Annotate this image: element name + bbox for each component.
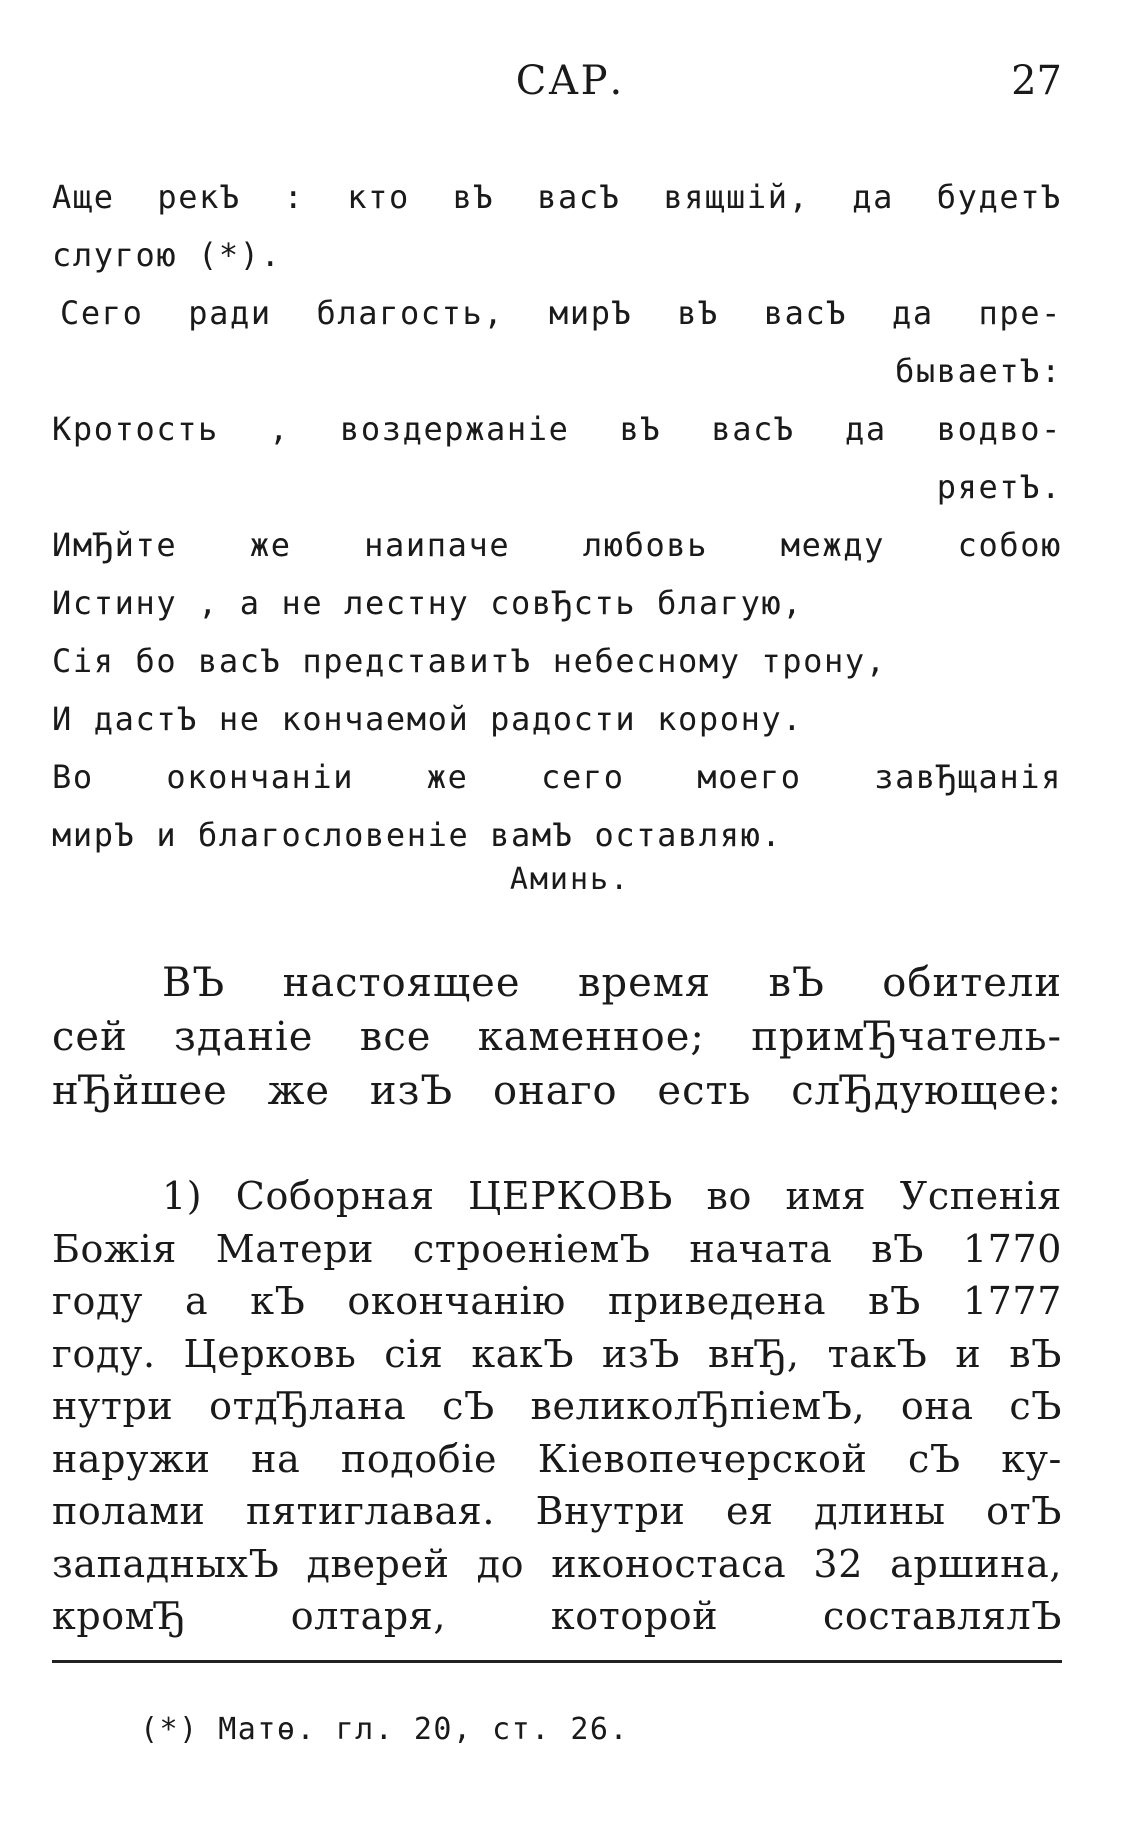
paragraph-line: нЂйшее же изЪ онаго есть слЂдующее: xyxy=(52,1068,1062,1114)
paragraph-line: кромЂ олтаря, которой составлялЪ xyxy=(52,1594,1062,1638)
footnote: (*) Матѳ. гл. 20, ст. 26. xyxy=(140,1712,630,1747)
paragraph-line: году а кЪ окончанію приведена вЪ 1777 xyxy=(52,1279,1062,1323)
paragraph-line: 1) Соборная ЦЕРКОВЬ во имя Успенія xyxy=(162,1174,1062,1218)
footnote-rule xyxy=(52,1660,1062,1663)
verse-line: Сего ради благость, мирЪ вЪ васЪ да пре- xyxy=(60,294,1062,332)
verse-line: слугою (*). xyxy=(52,236,282,274)
paragraph-line: западныхЪ дверей до иконостаса 32 аршина, xyxy=(52,1541,1062,1586)
paragraph-line: нутри отдЂлана сЪ великолЂпіемЪ, она сЪ xyxy=(52,1384,1062,1428)
verse-line: Кротость , воздержаніе вЪ васЪ да водво- xyxy=(52,410,1062,448)
amen-line: Аминь. xyxy=(509,862,631,897)
verse-line: Аще рекЪ : кто вЪ васЪ вящшій, да будетЪ xyxy=(52,178,1062,216)
verse-block xyxy=(52,168,1062,864)
verse-line: Во окончаніи же сего моего завЂщанія xyxy=(52,758,1062,796)
page-number: 27 xyxy=(1011,58,1062,104)
paragraph-line: Божія Матери строеніемЪ начата вЪ 1770 xyxy=(52,1226,1062,1271)
paragraph-line: ВЪ настоящее время вЪ обители xyxy=(162,960,1062,1006)
verse-line-continuation: ряетЪ. xyxy=(936,468,1062,506)
paragraph-buildings-intro xyxy=(52,956,1062,1118)
verse-line: мирЪ и благословеніе вамЪ оставляю. xyxy=(52,816,783,854)
paragraph-cathedral xyxy=(52,1170,1062,1643)
verse-line: И дастЪ не кончаемой радости корону. xyxy=(52,700,804,738)
paragraph-line: наружи на подобіе Кіевопечерской сЪ ку- xyxy=(52,1436,1062,1481)
verse-line-continuation: бываетЪ: xyxy=(895,352,1062,390)
verse-line: ИмЂйте же наипаче любовь между собою xyxy=(52,526,1062,564)
paragraph-line: полами пятиглавая. Внутри ея длины отЪ xyxy=(52,1489,1062,1533)
verse-line: Сія бо васЪ представитЪ небесному трону, xyxy=(52,642,887,680)
running-title: САР. xyxy=(515,58,625,104)
running-head xyxy=(0,58,1140,118)
paragraph-line: году. Церковь сія какЪ изЪ внЂ, такЪ и вЪ xyxy=(52,1331,1062,1376)
paragraph-line: сей зданіе все каменное; примЂчатель- xyxy=(52,1014,1062,1060)
verse-line: Истину , а не лестну совЂсть благую, xyxy=(52,584,804,622)
